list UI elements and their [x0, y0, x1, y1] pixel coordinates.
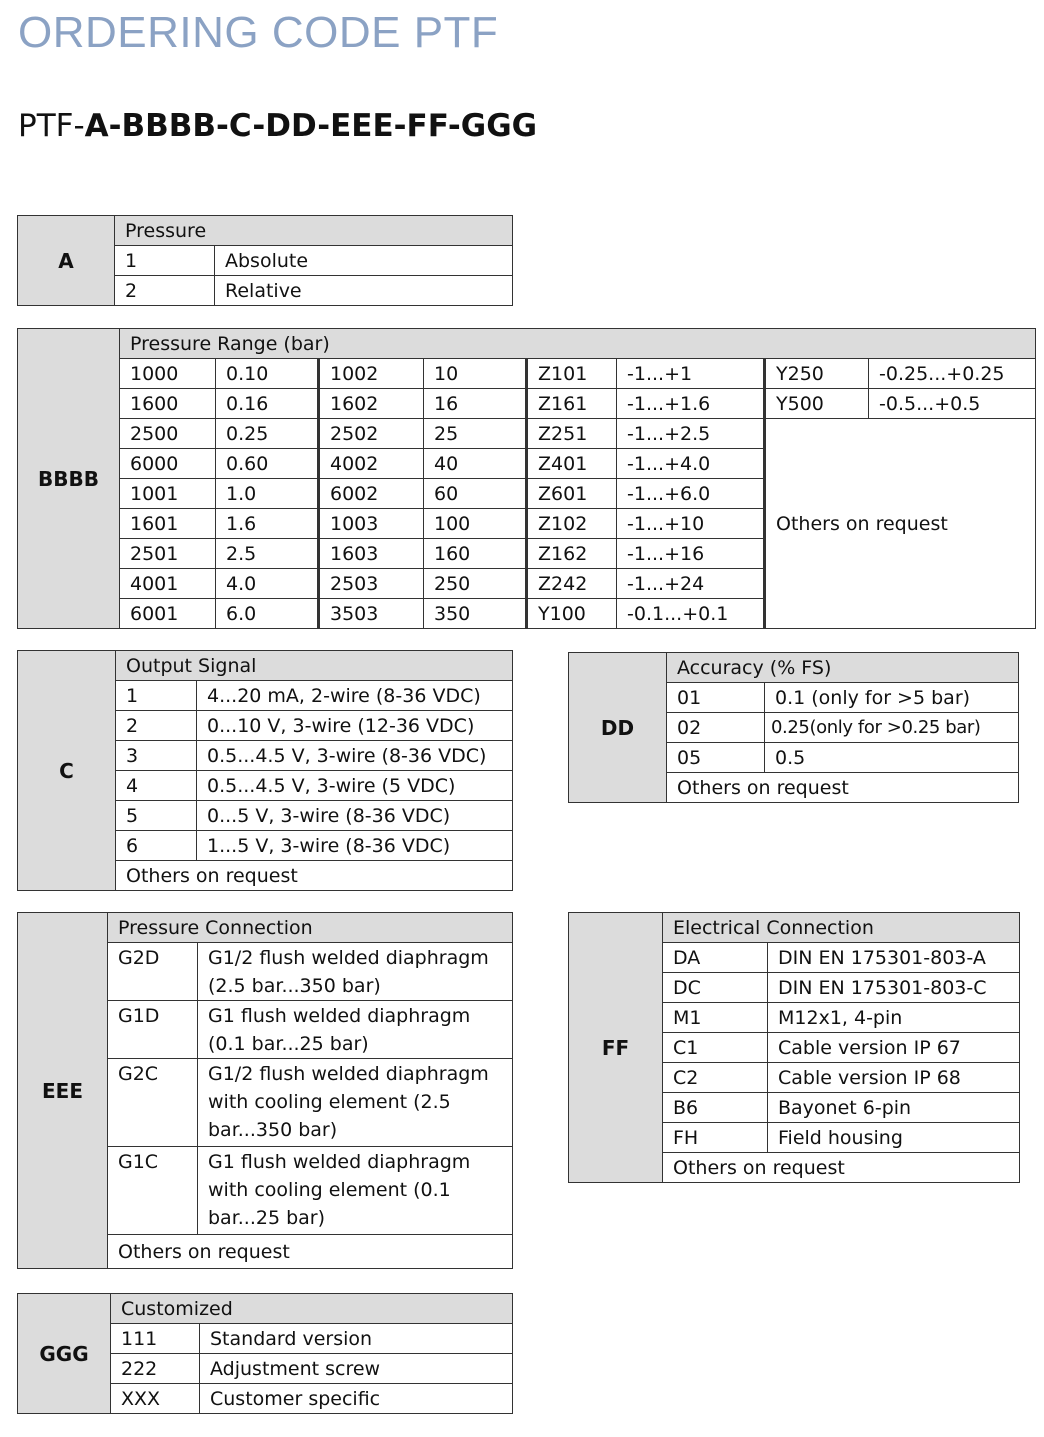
code-cell: DC — [663, 973, 768, 1003]
code-cell: 1000 — [120, 359, 216, 389]
value-cell: -1...+6.0 — [617, 479, 765, 509]
value-cell: -1...+24 — [617, 569, 765, 599]
header-accuracy: Accuracy (% FS) — [667, 653, 1019, 683]
header-output-signal: Output Signal — [116, 651, 513, 681]
value-cell: 0.60 — [216, 449, 319, 479]
desc-cell: G1 flush welded diaphragm with cooling element (0.1 bar...25 bar) — [198, 1147, 513, 1235]
code-cell: FH — [663, 1123, 768, 1153]
ordering-code-pattern — [18, 108, 537, 144]
table-a-pressure — [17, 215, 513, 306]
code-cell: 02 — [667, 713, 765, 743]
value-cell: 25 — [424, 419, 527, 449]
code-cell: 111 — [111, 1324, 200, 1354]
code-cell: 6001 — [120, 599, 216, 629]
code-cell: 2501 — [120, 539, 216, 569]
table-c-output-signal — [17, 650, 513, 891]
value-cell: 0.10 — [216, 359, 319, 389]
desc-cell: M12x1, 4-pin — [768, 1003, 1020, 1033]
code-cell: 4002 — [319, 449, 424, 479]
value-cell: 0.25 — [216, 419, 319, 449]
key-ggg: GGG — [18, 1294, 111, 1414]
code-cell: 6000 — [120, 449, 216, 479]
value-cell: -1...+1 — [617, 359, 765, 389]
header-pressure-range: Pressure Range (bar) — [120, 329, 1036, 359]
value-cell: -0.1...+0.1 — [617, 599, 765, 629]
code-cell: 5 — [116, 801, 197, 831]
desc-cell: G1 flush welded diaphragm (0.1 bar...25 bar) — [198, 1001, 513, 1059]
desc-cell: Field housing — [768, 1123, 1020, 1153]
desc-cell: Standard version — [200, 1324, 513, 1354]
code-cell: XXX — [111, 1384, 200, 1414]
key-c: C — [18, 651, 116, 891]
value-cell: 4.0 — [216, 569, 319, 599]
code-cell: G1C — [108, 1147, 198, 1235]
key-a: A — [18, 216, 115, 306]
code-cell: Z101 — [527, 359, 617, 389]
code-cell: Z401 — [527, 449, 617, 479]
key-dd: DD — [569, 653, 667, 803]
value-cell: 6.0 — [216, 599, 319, 629]
page-title: ORDERING CODE PTF — [18, 8, 499, 57]
value-cell: -1...+1.6 — [617, 389, 765, 419]
code-cell: G2C — [108, 1059, 198, 1147]
table-row — [18, 419, 1036, 449]
table-ggg-customized — [17, 1293, 513, 1414]
code-cell: Y100 — [527, 599, 617, 629]
desc-cell: Absolute — [215, 246, 513, 276]
code-cell: 222 — [111, 1354, 200, 1384]
table-bbbb-pressure-range — [17, 328, 1036, 629]
value-cell: 1.0 — [216, 479, 319, 509]
code-cell: DA — [663, 943, 768, 973]
value-cell: -0.25...+0.25 — [869, 359, 1036, 389]
others-on-request: Others on request — [667, 773, 1019, 803]
desc-cell: 0.5...4.5 V, 3-wire (8-36 VDC) — [197, 741, 513, 771]
header-pressure: Pressure — [115, 216, 513, 246]
code-cell: 1002 — [319, 359, 424, 389]
code-cell: Z161 — [527, 389, 617, 419]
code-prefix: PTF- — [18, 108, 85, 144]
key-bbbb: BBBB — [18, 329, 120, 629]
table-row — [18, 389, 1036, 419]
desc-cell: 4...20 mA, 2-wire (8-36 VDC) — [197, 681, 513, 711]
code-cell: 1 — [116, 681, 197, 711]
code-cell: 2 — [116, 711, 197, 741]
code-cell: 2 — [115, 276, 215, 306]
code-cell: 1602 — [319, 389, 424, 419]
table-row — [18, 359, 1036, 389]
desc-cell: DIN EN 175301-803-A — [768, 943, 1020, 973]
desc-cell: Cable version IP 67 — [768, 1033, 1020, 1063]
code-cell: 2500 — [120, 419, 216, 449]
code-cell: Z601 — [527, 479, 617, 509]
code-cell: M1 — [663, 1003, 768, 1033]
value-cell: 0.16 — [216, 389, 319, 419]
desc-cell: 1...5 V, 3-wire (8-36 VDC) — [197, 831, 513, 861]
code-cell: C2 — [663, 1063, 768, 1093]
others-on-request: Others on request — [765, 419, 1036, 629]
value-cell: 160 — [424, 539, 527, 569]
desc-cell: Relative — [215, 276, 513, 306]
desc-cell: 0.1 (only for >5 bar) — [765, 683, 1019, 713]
desc-cell: 0...5 V, 3-wire (8-36 VDC) — [197, 801, 513, 831]
value-cell: 60 — [424, 479, 527, 509]
value-cell: 40 — [424, 449, 527, 479]
value-cell: 2.5 — [216, 539, 319, 569]
others-on-request: Others on request — [108, 1235, 513, 1269]
code-cell: 1003 — [319, 509, 424, 539]
desc-cell: 0.5 — [765, 743, 1019, 773]
code-cell: G2D — [108, 943, 198, 1001]
header-pressure-connection: Pressure Connection — [108, 913, 513, 943]
code-cell: 4 — [116, 771, 197, 801]
code-cell: Z251 — [527, 419, 617, 449]
value-cell: -0.5...+0.5 — [869, 389, 1036, 419]
value-cell: -1...+4.0 — [617, 449, 765, 479]
table-ff-electrical-connection — [568, 912, 1020, 1183]
code-cell: 05 — [667, 743, 765, 773]
code-cell: 1603 — [319, 539, 424, 569]
desc-cell: Cable version IP 68 — [768, 1063, 1020, 1093]
code-cell: C1 — [663, 1033, 768, 1063]
value-cell: 1.6 — [216, 509, 319, 539]
code-cell: 1600 — [120, 389, 216, 419]
header-customized: Customized — [111, 1294, 513, 1324]
table-eee-pressure-connection — [17, 912, 513, 1269]
value-cell: -1...+2.5 — [617, 419, 765, 449]
code-cell: B6 — [663, 1093, 768, 1123]
desc-cell: 0.25(only for >0.25 bar) — [765, 713, 1019, 743]
others-on-request: Others on request — [663, 1153, 1020, 1183]
desc-cell: G1/2 flush welded diaphragm with cooling element (2.5 bar...350 bar) — [198, 1059, 513, 1147]
code-cell: 4001 — [120, 569, 216, 599]
code-cell: G1D — [108, 1001, 198, 1059]
code-cell: 01 — [667, 683, 765, 713]
code-cell: Z162 — [527, 539, 617, 569]
code-cell: 3 — [116, 741, 197, 771]
code-cell: 2503 — [319, 569, 424, 599]
code-cell: 1601 — [120, 509, 216, 539]
code-cell: 6 — [116, 831, 197, 861]
value-cell: -1...+10 — [617, 509, 765, 539]
value-cell: -1...+16 — [617, 539, 765, 569]
code-pattern: A-BBBB-C-DD-EEE-FF-GGG — [84, 108, 538, 144]
header-electrical-connection: Electrical Connection — [663, 913, 1020, 943]
desc-cell: G1/2 flush welded diaphragm (2.5 bar...350 bar) — [198, 943, 513, 1001]
key-ff: FF — [569, 913, 663, 1183]
code-cell: Z242 — [527, 569, 617, 599]
table-dd-accuracy — [568, 652, 1019, 803]
value-cell: 16 — [424, 389, 527, 419]
code-cell: 1 — [115, 246, 215, 276]
desc-cell: Customer specific — [200, 1384, 513, 1414]
code-cell: Y500 — [765, 389, 869, 419]
code-cell: 6002 — [319, 479, 424, 509]
desc-cell: 0.5...4.5 V, 3-wire (5 VDC) — [197, 771, 513, 801]
desc-cell: DIN EN 175301-803-C — [768, 973, 1020, 1003]
value-cell: 350 — [424, 599, 527, 629]
value-cell: 250 — [424, 569, 527, 599]
value-cell: 10 — [424, 359, 527, 389]
value-cell: 100 — [424, 509, 527, 539]
desc-cell: Bayonet 6-pin — [768, 1093, 1020, 1123]
code-cell: 2502 — [319, 419, 424, 449]
key-eee: EEE — [18, 913, 108, 1269]
code-cell: 1001 — [120, 479, 216, 509]
code-cell: 3503 — [319, 599, 424, 629]
code-cell: Z102 — [527, 509, 617, 539]
others-on-request: Others on request — [116, 861, 513, 891]
code-cell: Y250 — [765, 359, 869, 389]
desc-cell: 0...10 V, 3-wire (12-36 VDC) — [197, 711, 513, 741]
desc-cell: Adjustment screw — [200, 1354, 513, 1384]
